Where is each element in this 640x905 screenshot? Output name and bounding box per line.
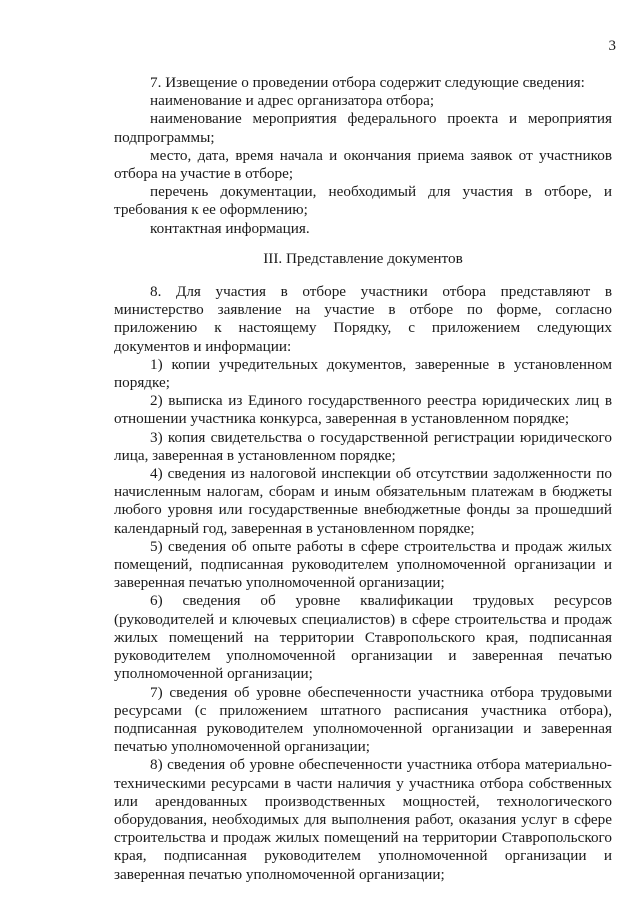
list-item: 5) сведения об опыте работы в сфере строительства и продаж жилых помещений, подписанная руководителем уполномоченной организации и заверенная печатью уполномоченной организации;	[114, 537, 612, 592]
paragraph: наименование и адрес организатора отбора;	[150, 92, 435, 110]
paragraph: 8. Для участия в отборе участники отбора представляют в министерство заявление на участие в отборе по форме, согласно приложению к настоящему Порядку, с приложением следующих документов и информации:	[114, 283, 612, 355]
paragraph: 7. Извещение о проведении отбора содержит следующие сведения:	[150, 74, 585, 91]
section-heading: III. Представление документов	[263, 249, 463, 267]
list-item: 7) сведения об уровне обеспеченности участника отбора трудовыми ресурсами (с приложением штатного расписания участника отбора), подписанная руководителем уполномоченной организации и заверенная печатью уполномоченной организации;	[114, 683, 612, 756]
list-item: 1) копии учредительных документов, заверенные в установленном порядке;	[114, 355, 612, 392]
paragraph: наименование мероприятия федерального проекта и мероприятия подпрограммы;	[114, 110, 612, 146]
paragraph: перечень документации, необходимый для участия в отборе, и требования к ее оформлению;	[114, 183, 612, 219]
list-item: 6) сведения об уровне квалификации трудовых ресурсов (руководителей и ключевых специалистов) в сфере строительства и продаж жилых помещений на территории Ставропольского края, подписанная руководителем уполномоченной организации и заверенная печатью уполномоченной организации;	[114, 592, 612, 683]
list-item: 4) сведения из налоговой инспекции об отсутствии задолженности по начисленным налогам, сборам и иным обязательным платежам в бюджеты любого уровня или государственные внебюджетные фонды за прошедший календарный год, заверенная в установленном порядке;	[114, 465, 612, 537]
document-body	[114, 74, 612, 884]
paragraph: место, дата, время начала и окончания приема заявок от участников отбора на участие в отборе;	[114, 146, 612, 183]
list-item: 3) копия свидетельства о государственной регистрации юридического лица, заверенная в установленном порядке;	[114, 428, 612, 464]
page-number: 3	[608, 38, 616, 54]
list-item: 8) сведения об уровне обеспеченности участника отбора материально-техническими ресурсами в части наличия у участника отбора собственных или арендованных производственных мощностей, технологического оборудования, необходимых для выполнения работ, оказания услуг в сфере строительства и продаж жилых помещений на территории Ставропольского края, подписанная руководителем уполномоченной организации и заверенная печатью уполномоченной организации;	[114, 756, 612, 883]
list-item: 2) выписка из Единого государственного реестра юридических лиц в отношении участника конкурса, заверенная в установленном порядке;	[114, 392, 612, 428]
paragraph: контактная информация.	[150, 219, 310, 237]
